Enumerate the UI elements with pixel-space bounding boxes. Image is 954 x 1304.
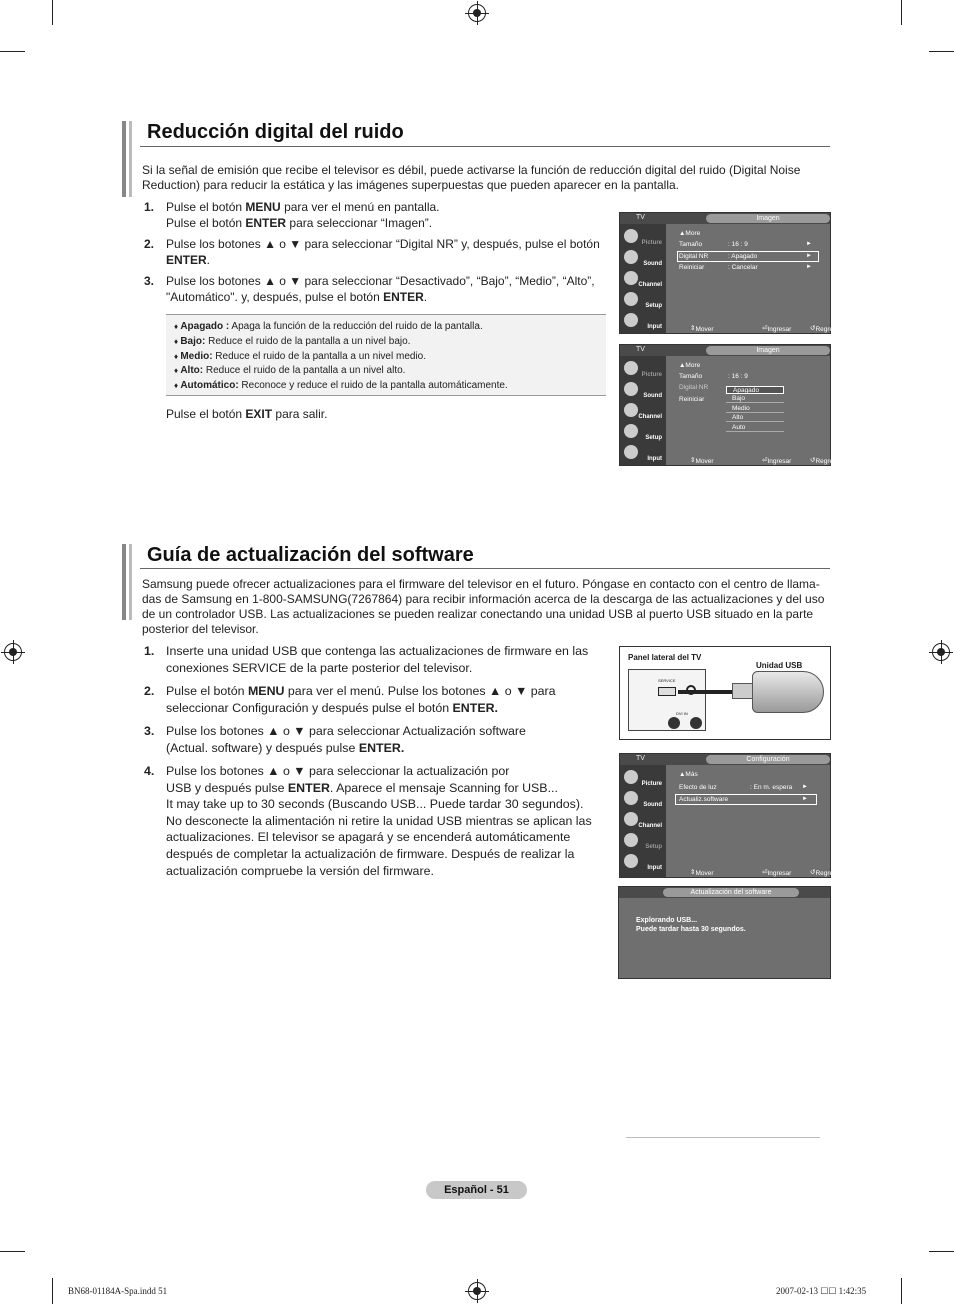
usb-drive-icon xyxy=(752,671,824,713)
channel-icon xyxy=(624,403,638,417)
registration-mark-top-icon xyxy=(468,4,486,22)
intro-text: Si la señal de emisión que recibe el televisor es débil, puede activarse la función de reducción digital del ruido (Digital Noise Reduction) para reducir la estática y las imágenes superpuestas que pueden aparecer en la pantalla. xyxy=(142,163,801,192)
connection-line xyxy=(678,690,738,694)
note-item: ♦ Medio: Reduce el ruido de la pantalla a un nivel medio. xyxy=(174,350,606,365)
section-bar xyxy=(122,544,126,620)
sound-icon xyxy=(624,382,638,396)
menu-tab: Configuración xyxy=(706,755,830,764)
setup-icon xyxy=(624,424,638,438)
divider xyxy=(626,1137,820,1138)
dropdown-option: Medio xyxy=(726,405,784,413)
setup-icon xyxy=(624,833,638,847)
jack-icon xyxy=(690,717,702,729)
setup-icon xyxy=(624,292,638,306)
step-3: 3. Pulse los botones ▲ o ▼ para seleccionar Actualización software (Actual. software) y después pulse ENTER. xyxy=(144,724,526,755)
channel-icon xyxy=(624,271,638,285)
update-dialog: Actualización del software Explorando USB... Puede tardar hasta 30 segundos. xyxy=(618,886,831,979)
picture-icon xyxy=(624,770,638,784)
tv-menu-configuracion: TV Configuración Picture Sound Channel Setup Input ▲Más Efecto de luz : En m. espera ► Actualiz.software ► ⇕ Mover ⏎ Ingresar ↺ Regresar xyxy=(619,753,831,878)
menu-tab: Imagen xyxy=(706,346,830,355)
step-2: 2. Pulse el botón MENU para ver el menú. Pulse los botones ▲ o ▼ para seleccionar Configuración y después pulse el botón ENTER. xyxy=(144,684,556,715)
sound-icon xyxy=(624,250,638,264)
section-bar xyxy=(122,121,126,197)
menu-tab: Imagen xyxy=(706,214,830,223)
input-icon xyxy=(624,854,638,868)
step-4: 4. Pulse los botones ▲ o ▼ para seleccionar la actualización por USB y después pulse ENTER. Aparece el mensaje Scanning for USB... It may take up to 30 seconds (Buscando USB... Puede tardar 30 segundos). No desconecte la alimentación ni retire la unidad USB mientras se aplican las actualizaciones. El televisor se apagará y se encenderá automáticamente después de completar la actualización de firmware. Después de realizar la actualización compruebe la versión del firmware. xyxy=(144,764,592,878)
intro-text: Samsung puede ofrecer actualizaciones para el firmware del televisor en el futuro. Póngase en contacto con el centro de llama- das de Samsung en 1-800-SAMSUNG(7267864) para recibir información acerca de la descarga de las actualizaciones y del uso de un controlador USB. Las actualizaciones se pueden realizar conectando una unidad USB al puerto USB situado en la parte posterior del televisor. xyxy=(142,577,825,636)
note-item: ♦ Automático: Reconoce y reduce el ruido de la pantalla automáticamente. xyxy=(174,379,606,394)
jack-icon xyxy=(668,717,680,729)
usb-plug-icon xyxy=(732,683,754,699)
dropdown-option: Bajo xyxy=(726,395,784,403)
dropdown-option: Apagado xyxy=(726,386,784,394)
tv-menu-imagen-dropdown: TV Imagen Picture Sound Channel Setup Input ▲More Tamaño : 16 : 9 Digital NR Reiniciar Apagado Bajo Medio Alto Auto ⇕ Mover ⏎ Ingresar ↺ Regresar xyxy=(619,344,831,466)
input-icon xyxy=(624,313,638,327)
note-item: ♦ Bajo: Reduce el ruido de la pantalla a un nivel bajo. xyxy=(174,335,606,350)
step-2: 2. Pulse los botones ▲ o ▼ para seleccionar “Digital NR” y, después, pulse el botón ENTER. xyxy=(144,237,600,267)
registration-mark-right-icon xyxy=(932,643,950,661)
section-bar xyxy=(129,544,132,620)
step-1: 1. Pulse el botón MENU para ver el menú en pantalla. Pulse el botón ENTER para seleccionar “Imagen”. xyxy=(144,200,440,230)
channel-icon xyxy=(624,812,638,826)
dropdown-option: Auto xyxy=(726,424,784,432)
step-3: 3. Pulse los botones ▲ o ▼ para seleccionar “Desactivado”, “Bajo”, “Medio”, “Alto”, "Automático". y, después, pulse el botón ENTER. xyxy=(144,274,595,304)
page-number-badge: Español - 51 xyxy=(426,1181,527,1199)
usb-port-icon xyxy=(658,687,676,696)
exit-instruction: Pulse el botón EXIT para salir. xyxy=(166,407,328,421)
tv-menu-imagen: TV Imagen Picture Sound Channel Setup Input ▲More Tamaño : 16 : 9 ► Digital NR : Apagado ► Reiniciar : Cancelar ► ⇕ Mover ⏎ Ingresar ↺ Regresar xyxy=(619,212,831,334)
options-note-box xyxy=(166,314,606,396)
section-title: Guía de actualización del software xyxy=(147,544,474,566)
dropdown-option: Alto xyxy=(726,414,784,422)
registration-mark-left-icon xyxy=(4,643,22,661)
date-slug: 2007-02-13 ☐☐ 1:42:35 xyxy=(776,1286,867,1296)
step-1: 1. Inserte una unidad USB que contenga las actualizaciones de firmware en las conexiones SERVICE de la parte posterior del televisor. xyxy=(144,644,589,675)
dialog-title: Actualización del software xyxy=(663,888,799,897)
registration-mark-bottom-icon xyxy=(468,1282,486,1300)
file-slug: BN68-01184A-Spa.indd 51 xyxy=(68,1286,168,1296)
sound-icon xyxy=(624,791,638,805)
input-icon xyxy=(624,445,638,459)
note-item: ♦ Apagado : Apaga la función de la reducción del ruido de la pantalla. xyxy=(174,320,606,335)
note-item: ♦ Alto: Reduce el ruido de la pantalla a un nivel alto. xyxy=(174,364,606,379)
section-bar xyxy=(129,121,132,197)
section-title: Reducción digital del ruido xyxy=(147,121,404,143)
section-rule xyxy=(140,568,830,569)
picture-icon xyxy=(624,361,638,375)
picture-icon xyxy=(624,229,638,243)
usb-figure: Panel lateral del TV Unidad USB SERVICE DVI IN xyxy=(619,646,831,740)
section-rule xyxy=(140,146,830,147)
